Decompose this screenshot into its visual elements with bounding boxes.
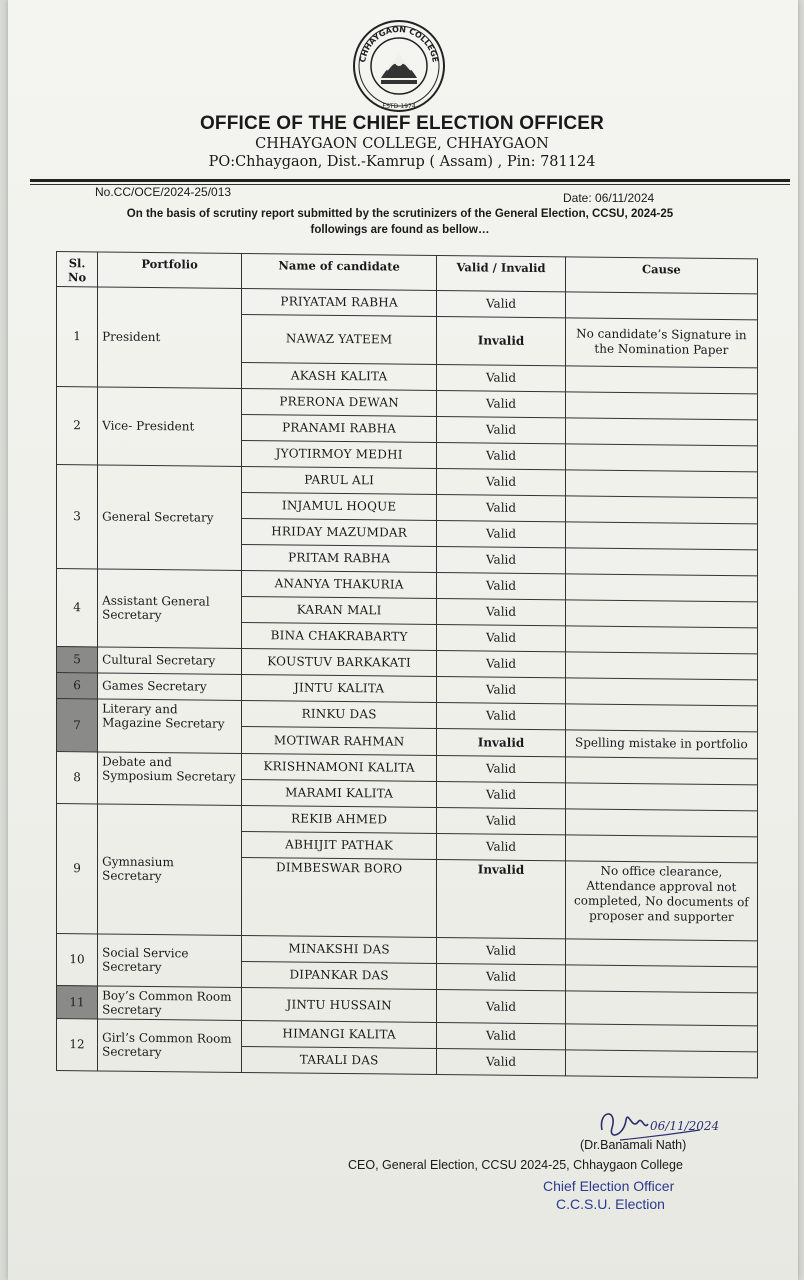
candidate-name: TARALI DAS <box>242 1046 437 1074</box>
document-date: Date: 06/11/2024 <box>563 191 655 205</box>
portfolio-cell: Social Service Secretary <box>98 934 242 987</box>
cause-cell <box>565 626 757 654</box>
validity-status: Valid <box>437 807 565 834</box>
cause-cell <box>565 809 757 837</box>
candidate-name: AKASH KALITA <box>242 362 437 390</box>
portfolio-cell: General Secretary <box>98 465 242 570</box>
validity-status: Valid <box>437 546 565 573</box>
validity-status: Valid <box>437 624 565 651</box>
portfolio-cell: Girl’s Common Room Secretary <box>98 1019 242 1073</box>
portfolio-cell: President <box>98 287 242 388</box>
validity-status: Valid <box>437 416 565 443</box>
candidate-name: JINTU KALITA <box>242 674 437 702</box>
sl-no-cell: 8 <box>57 751 98 803</box>
validity-status: Invalid <box>437 316 565 365</box>
cause-cell: No office clearance, Attendance approval not completed, No documents of proposer and supporter <box>565 861 757 941</box>
seal-estd: ESTD-1974 <box>382 103 416 110</box>
candidate-name: PRANAMI RABHA <box>242 414 437 442</box>
portfolio-cell: Vice- President <box>98 387 242 466</box>
validity-status: Valid <box>437 468 565 495</box>
candidate-name: PARUL ALI <box>242 466 437 494</box>
validity-status: Valid <box>437 1048 565 1075</box>
validity-status: Valid <box>437 833 565 860</box>
intro-paragraph <box>80 206 720 238</box>
candidate-name: REKIB AHMED <box>242 805 437 833</box>
validity-status: Invalid <box>437 859 565 938</box>
cause-cell <box>565 1024 757 1052</box>
signatory-role: CEO, General Election, CCSU 2024-25, Chhaygaon College <box>348 1158 683 1172</box>
validity-status: Valid <box>437 290 565 317</box>
candidate-name: ANANYA THAKURIA <box>242 570 437 598</box>
candidate-name: PRITAM RABHA <box>242 544 437 572</box>
candidate-name: INJAMUL HOQUE <box>242 492 437 520</box>
cause-cell <box>565 757 757 785</box>
validity-status: Valid <box>437 364 565 391</box>
candidate-name: MOTIWAR RAHMAN <box>242 726 437 755</box>
portfolio-cell: Debate and Symposium Secretary <box>98 752 242 805</box>
cause-cell <box>565 600 757 628</box>
cause-cell: No candidate’s Signature in the Nomination Paper <box>565 318 757 368</box>
college-name: CHHAYGAON COLLEGE, CHHAYGAON <box>255 136 549 152</box>
cause-cell <box>565 496 757 524</box>
validity-status: Invalid <box>437 728 565 757</box>
cause-cell <box>565 965 757 993</box>
validity-status: Valid <box>437 1022 565 1049</box>
signatory-name: (Dr.Banamali Nath) <box>580 1138 687 1152</box>
validity-status: Valid <box>437 755 565 782</box>
document-page <box>8 0 798 1280</box>
candidate-name: PRIYATAM RABHA <box>242 288 437 316</box>
cause-cell <box>565 703 757 731</box>
college-address: PO:Chhaygaon, Dist.-Kamrup ( Assam) , Pin: 781124 <box>208 154 596 170</box>
validity-status: Valid <box>437 989 565 1023</box>
cause-cell <box>565 835 757 863</box>
sl-no-cell: 9 <box>57 803 98 933</box>
cause-cell <box>565 652 757 680</box>
seal-college-name: CHHAYGAON COLLEGE <box>358 24 440 64</box>
intro-line-1: On the basis of scrutiny report submitted by the scrutinizers of the General Election, CCSU, 2024-25 <box>126 208 674 220</box>
validity-status: Valid <box>437 390 565 417</box>
candidate-name: JYOTIRMOY MEDHI <box>242 440 437 468</box>
cause-cell <box>565 991 757 1026</box>
candidate-name: BINA CHAKRABARTY <box>242 622 437 650</box>
portfolio-cell: Gymnasium Secretary <box>98 804 242 935</box>
candidate-name: JINTU HUSSAIN <box>242 987 437 1022</box>
candidate-name: HIMANGI KALITA <box>242 1020 437 1048</box>
college-seal-logo <box>351 18 447 114</box>
candidate-name: HRIDAY MAZUMDAR <box>242 518 437 546</box>
header-sl-no: Sl. No <box>57 252 98 287</box>
cause-cell <box>565 678 757 706</box>
sl-no-cell: 10 <box>57 933 98 985</box>
candidate-name: ABHIJIT PATHAK <box>242 831 437 859</box>
candidate-name: MINAKSHI DAS <box>242 935 437 963</box>
cause-cell <box>565 1050 757 1078</box>
candidate-name: PRERONA DEWAN <box>242 388 437 416</box>
candidate-name: MARAMI KALITA <box>242 779 437 807</box>
candidate-name: DIPANKAR DAS <box>242 961 437 989</box>
validity-status: Valid <box>437 963 565 990</box>
cause-cell <box>565 470 757 498</box>
header-portfolio: Portfolio <box>98 252 242 289</box>
validity-status: Valid <box>437 442 565 469</box>
office-title: OFFICE OF THE CHIEF ELECTION OFFICER <box>199 113 605 134</box>
cause-cell <box>565 783 757 811</box>
validity-status: Valid <box>437 572 565 599</box>
cause-cell <box>565 444 757 472</box>
validity-status: Valid <box>437 494 565 521</box>
signature-date: 06/11/2024 <box>650 1119 720 1133</box>
candidate-name: KRISHNAMONI KALITA <box>242 753 437 781</box>
validity-status: Valid <box>437 598 565 625</box>
cause-cell <box>565 292 757 320</box>
cause-cell <box>565 574 757 602</box>
sl-no-cell: 5 <box>57 646 98 672</box>
candidate-name: DIMBESWAR BORO <box>242 857 437 937</box>
official-stamp-line-2: C.C.S.U. Election <box>556 1196 665 1212</box>
cause-cell <box>565 548 757 576</box>
validity-status: Valid <box>437 676 565 703</box>
cause-cell <box>565 392 757 420</box>
cause-cell <box>565 939 757 967</box>
candidate-name: RINKU DAS <box>242 700 437 728</box>
validity-status: Valid <box>437 520 565 547</box>
portfolio-cell: Boy’s Common Room Secretary <box>98 986 242 1021</box>
sl-no-cell: 3 <box>57 464 98 568</box>
sl-no-cell: 4 <box>57 568 98 646</box>
sl-no-cell: 12 <box>57 1018 98 1071</box>
validity-status: Valid <box>437 650 565 677</box>
sl-no-cell: 11 <box>57 985 98 1018</box>
header-valid-invalid: Valid / Invalid <box>437 255 565 291</box>
sl-no-cell: 1 <box>57 287 98 387</box>
sl-no-cell: 7 <box>57 698 98 752</box>
portfolio-cell: Cultural Secretary <box>98 647 242 674</box>
cause-cell: Spelling mistake in portfolio <box>565 729 757 758</box>
cause-cell <box>565 366 757 394</box>
cause-cell <box>565 522 757 550</box>
candidate-name: KOUSTUV BARKAKATI <box>242 648 437 676</box>
intro-line-2: followings are found as bellow… <box>310 224 490 236</box>
validity-status: Valid <box>437 937 565 964</box>
sl-no-cell: 2 <box>57 386 98 464</box>
candidate-name: KARAN MALI <box>242 596 437 624</box>
header-cause: Cause <box>565 257 757 294</box>
header-divider-thick <box>30 179 790 182</box>
official-stamp-line-1: Chief Election Officer <box>543 1178 675 1194</box>
portfolio-cell: Assistant General Secretary <box>98 569 242 648</box>
cause-cell <box>565 418 757 446</box>
reference-number: No.CC/OCE/2024-25/013 <box>95 185 232 199</box>
candidate-name: NAWAZ YATEEM <box>242 314 437 364</box>
portfolio-cell: Literary and Magazine Secretary <box>98 699 242 754</box>
sl-no-cell: 6 <box>57 672 98 698</box>
validity-status: Valid <box>437 702 565 729</box>
scrutiny-table <box>56 251 758 1078</box>
portfolio-cell: Games Secretary <box>98 673 242 700</box>
validity-status: Valid <box>437 781 565 808</box>
header-candidate-name: Name of candidate <box>242 253 437 290</box>
